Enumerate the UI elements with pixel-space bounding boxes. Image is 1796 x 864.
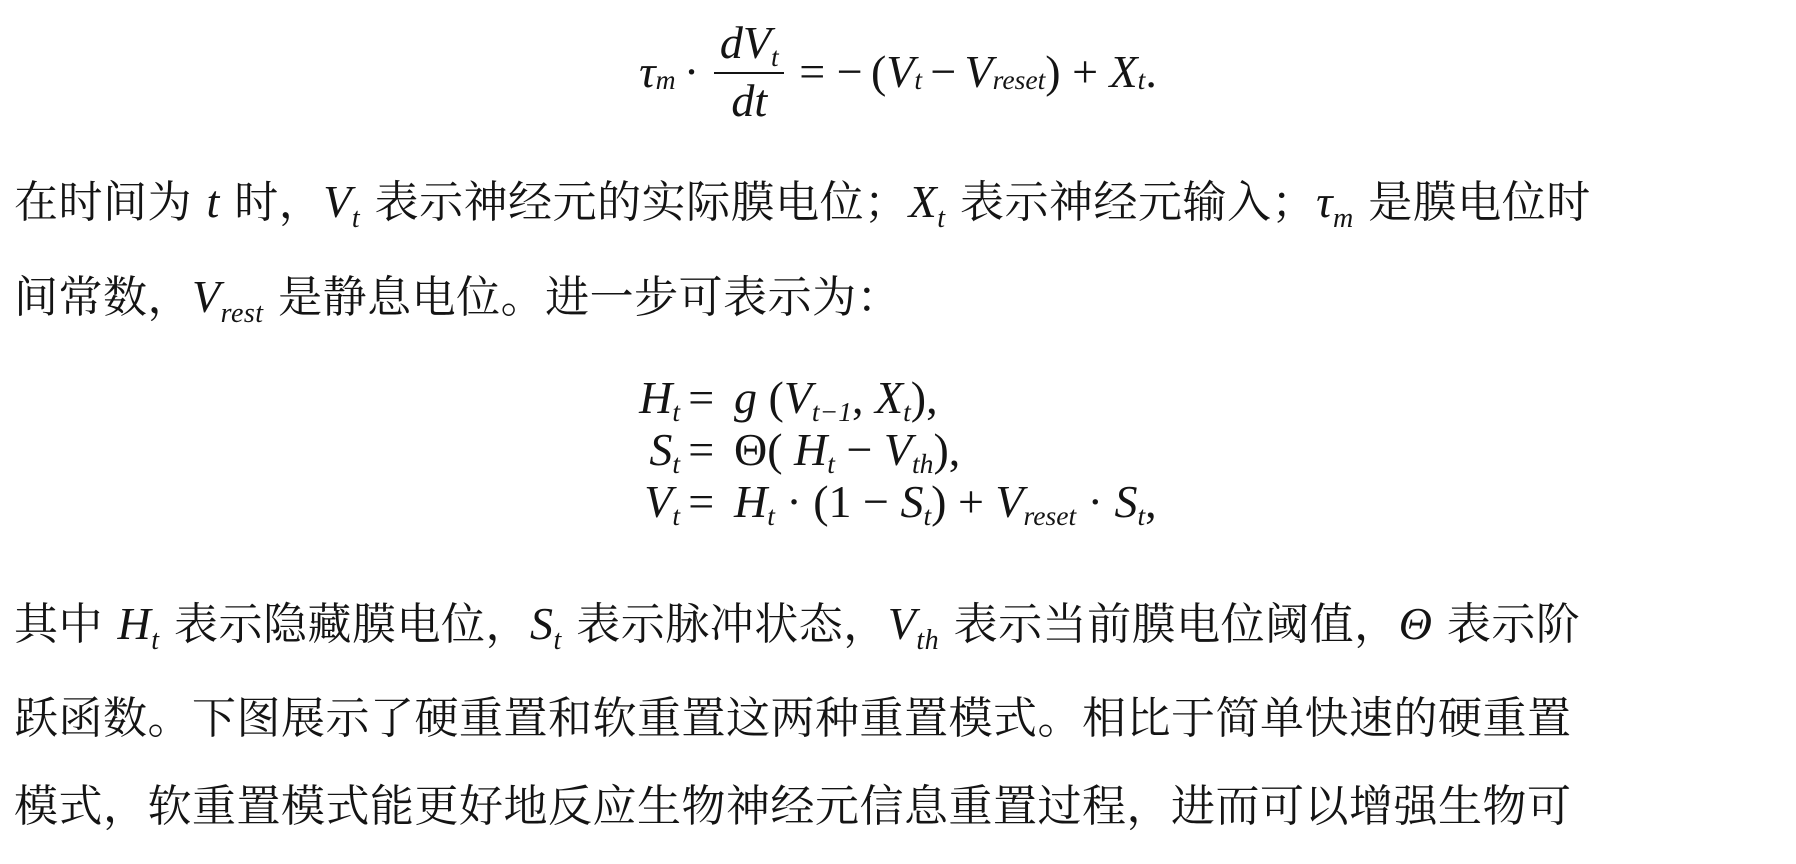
fraction-denominator: dt	[731, 75, 768, 126]
open-paren: (	[870, 46, 887, 97]
paragraph-2	[14, 580, 1782, 851]
membrane-equation: τ m · $\frac{\text{dVt}}{dt}$ = − ( V t − V reset ) + X t .	[639, 17, 1157, 126]
derivative-fraction	[714, 17, 784, 126]
fraction-bar	[714, 72, 784, 74]
fraction-numerator: dVt	[719, 17, 779, 72]
equals-minus: = −	[799, 46, 863, 97]
equation-rhs: = Θ( Ht − Vth),	[688, 424, 961, 479]
equation-rhs: = Ht · (1 − St) + Vreset · St,	[688, 476, 1157, 531]
paragraph-1	[14, 158, 1782, 348]
dot-operator: ·	[683, 46, 700, 97]
paragraph-1-line-1: 在时间为 t 时，$V_t$ 表示神经元的实际膜电位；$X_t$ 表示神经元输入；$\tau_m$ 是膜电位时	[14, 176, 1591, 234]
paragraph-2-line-1: 其中 $H_t$ 表示隐藏膜电位，$S_t$ 表示脉冲状态，$V_{th}$ 表示当前膜电位阈值，Θ 表示阶	[14, 598, 1581, 656]
equation-lhs: Vt	[644, 476, 680, 531]
close-paren-plus: ) +	[1045, 46, 1099, 97]
aligned-equations	[612, 372, 1157, 531]
paragraph-2-line-2: 跃函数。下图展示了硬重置和软重置这两种重置模式。相比于简单快速的硬重置	[14, 693, 1572, 744]
equation-row	[612, 424, 1157, 479]
equation-lhs: Ht	[639, 372, 680, 427]
equation-lhs: St	[649, 424, 680, 479]
paragraph-2-line-3: 模式，软重置模式能更好地反应生物神经元信息重置过程，进而可以增强生物可	[14, 781, 1572, 832]
equation-row	[612, 476, 1157, 531]
tau-symbol: τ	[639, 46, 656, 97]
paragraph-1-line-2: 间常数，$V_{rest}$ 是静息电位。进一步可表示为：	[14, 271, 902, 329]
equation-rhs: = g (Vt−1, Xt),	[688, 372, 938, 427]
minus-operator: −	[930, 46, 957, 97]
equation-row	[612, 372, 1157, 427]
